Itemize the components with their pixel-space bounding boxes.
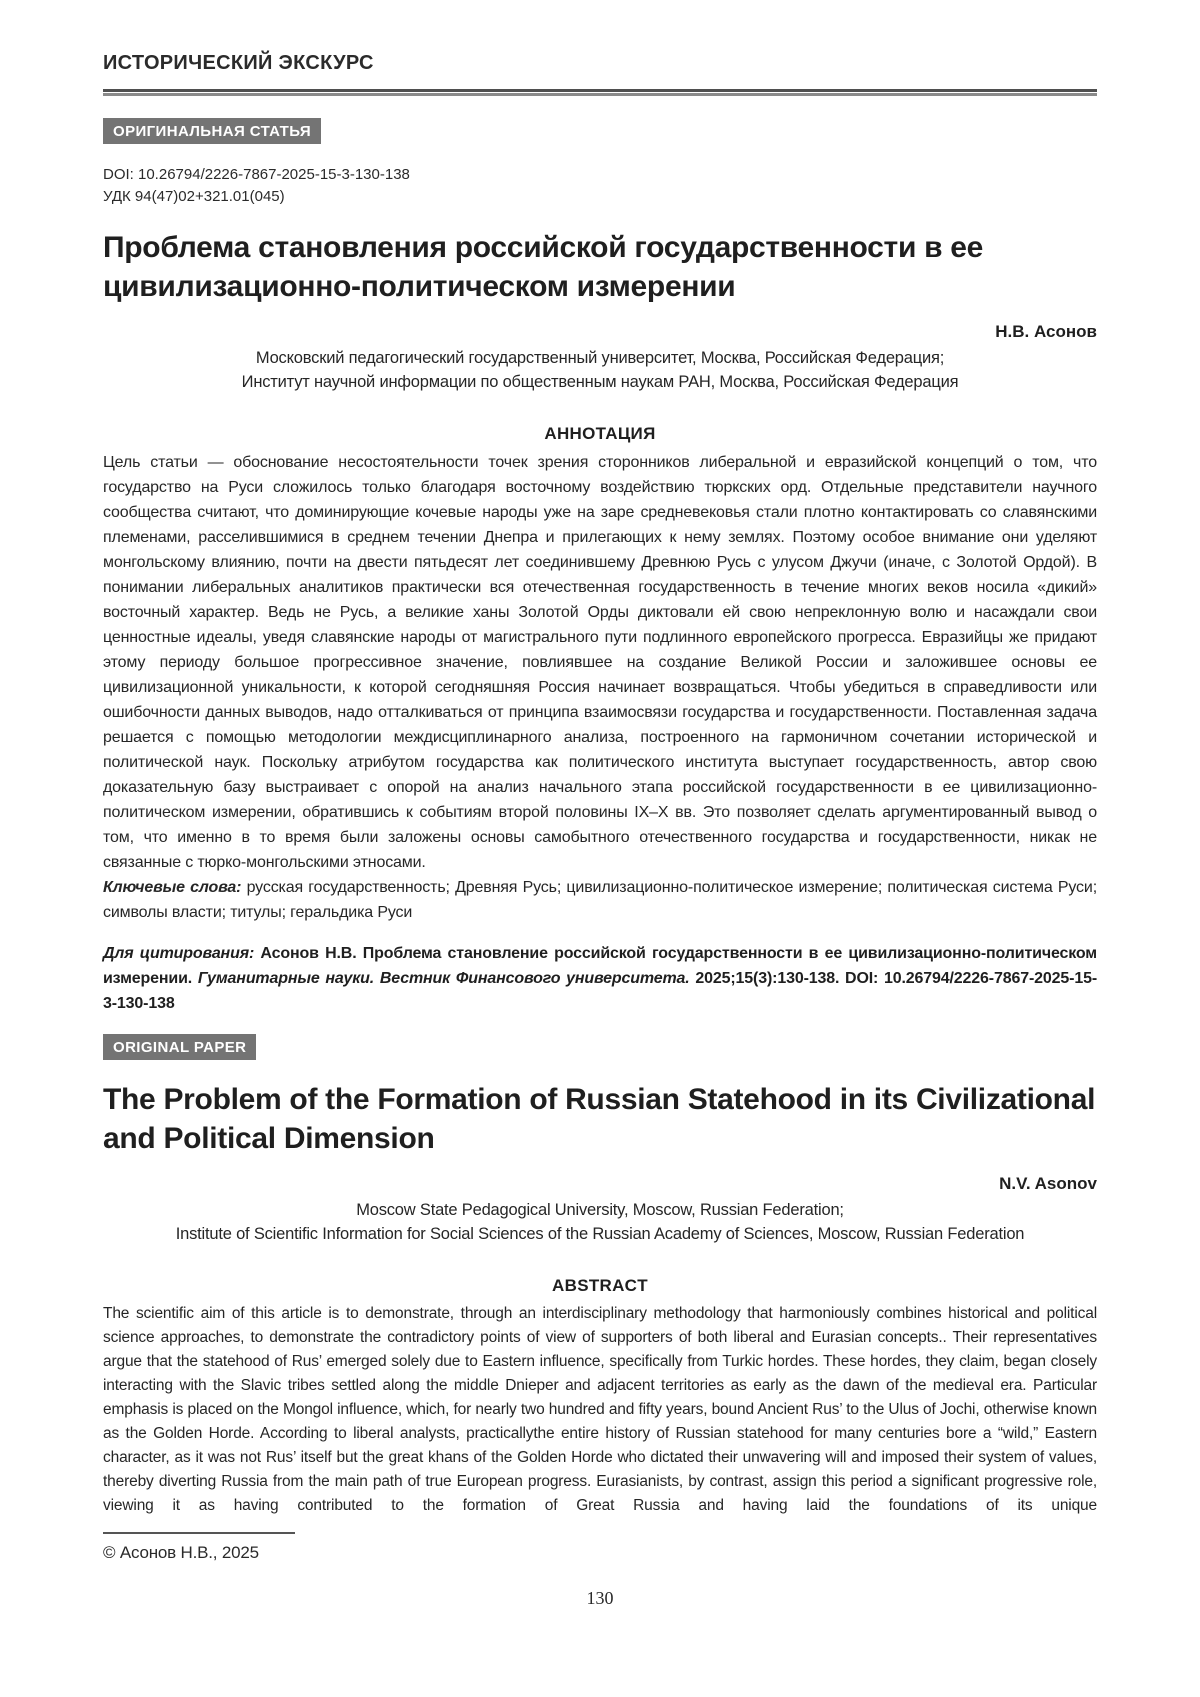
citation-text-ru-1: Асонов Н.В. Проблема становление российской государственности в ее цивилизационно-политическом измерении. [103,945,1097,987]
udk-line: УДК 94(47)02+321.01(045) [103,188,285,205]
page-footer [103,1532,1097,1608]
keywords-ru [103,875,1097,925]
affiliation-ru-2: Институт научной информации по общественным наукам РАН, Москва, Российская Федерация [241,373,959,391]
abstract-heading-en: ABSTRACT [552,1276,648,1295]
header-rule [103,89,1097,96]
citation-ru [103,941,1097,1016]
keywords-list-ru: русская государственность; Древняя Русь; цивилизационно-политическое измерение; политическая система Руси; символы власти; титулы; геральдика Руси [103,879,1097,921]
copyright-rule [103,1532,295,1534]
affiliation-en-1: Moscow State Pedagogical University, Moscow, Russian Federation; [356,1201,844,1219]
affiliation-ru-1: Московский педагогический государственный университет, Москва, Российская Федерация; [255,349,945,367]
article-title-en: The Problem of the Formation of Russian Statehood in its Civilizational and Political Dimension [103,1083,1096,1155]
english-section [103,1034,1097,1518]
running-head: ИСТОРИЧЕСКИЙ ЭКСКУРС [103,52,374,74]
author-name-en: N.V. Asonov [999,1174,1097,1193]
citation-label-ru: Для цитирования: [103,945,255,962]
article-type-badge-en: ORIGINAL PAPER [103,1034,256,1060]
affiliation-en-2: Institute of Scientific Information for Social Sciences of the Russian Academy of Sciences, Moscow, Russian Federation [175,1225,1025,1243]
citation-journal-ru: Гуманитарные науки. Вестник Финансового университета. [197,970,690,987]
article-type-badge-ru: ОРИГИНАЛЬНАЯ СТАТЬЯ [103,118,321,144]
author-name-ru: Н.В. Асонов [995,322,1097,341]
page-number: 130 [586,1588,614,1608]
abstract-text-en: The scientific aim of this article is to demonstrate, through an interdisciplinary methodology that harmoniously combines historical and political science approaches, to demonstrate the contradictory points of view of supporters of both liberal and Eurasian concepts.. Their representatives argue that the statehood of Rus’ emerged solely due to Eastern influence, specifically from Turkic hordes. These hordes, they claim, began closely interacting with the Slavic tribes settled along the middle Dnieper and adjacent territories as early as the dawn of the medieval era. Particular emphasis is placed on the Mongol influence, which, for nearly two hundred and fifty years, bound Ancient Rus’ to the Ulus of Jochi, otherwise known as the Golden Horde. According to liberal analysts, practicallythe entire history of Russian statehood for many centuries bore a “wild,” Eastern character, as it was not Rus’ itself but the great khans of the Golden Horde who dictated their unwavering will and imposed their system of values, thereby diverting Russia from the main path of true European progress. Eurasianists, by contrast, assign this period a significant progressive role, viewing it as having contributed to the formation of Great Russia and having laid the foundations of its unique [103,1305,1097,1514]
abstract-heading-ru: АННОТАЦИЯ [544,424,656,443]
article-title-ru: Проблема становления российской государственности в ее цивилизационно-политическом измерении [103,231,984,303]
russian-section [103,118,1097,1016]
doi-line: DOI: 10.26794/2226-7867-2025-15-3-130-138 [103,166,410,183]
citation-text-ru-2: 2025;15(3):130-138. DOI: 10.26794/2226-7867-2025-15-3-130-138 [103,970,1097,1012]
abstract-text-ru: Цель статьи — обоснование несостоятельности точек зрения сторонников либеральной и евразийской концепций о том, что государство на Руси сложилось только благодаря восточному воздействию тюркских орд. Отдельные представители научного сообщества считают, что доминирующие кочевые народы уже на заре средневековья стали плотно контактировать со славянскими племенами, расселившимися в среднем течении Днепра и прилегающих к нему землях. Поэтому особое внимание они уделяют монгольскому влиянию, почти на двести пятьдесят лет соединившему Древнюю Русь с улусом Джучи (иначе, с Золотой Ордой). В понимании либеральных аналитиков практически вся отечественная государственность в течение многих веков носила «дикий» восточный характер. Ведь не Русь, а великие ханы Золотой Орды диктовали ей свою непреклонную волю и насаждали свои ценностные идеалы, уведя славянские народы от магистрального пути подлинного европейского прогресса. Евразийцы же придают этому периоду большое прогрессивное значение, повлиявшее на создание Великой России и заложившее основы ее цивилизационной уникальности, к которой сегодняшняя Россия начинает возвращаться. Чтобы убедиться в справедливости или ошибочности данных выводов, надо отталкиваться от принципа взаимосвязи государства и государственности. Поставленная задача решается с помощью методологии междисциплинарного анализа, построенного на гармоничном сочетании исторической и политической наук. Поскольку атрибутом государства как политического института выступает государственность, автор свою доказательную базу выстраивает с опорой на анализ начального этапа российской государственности в ее цивилизационно-политическом измерении, обратившись к событиям второй половины IX–X вв. Это позволяет сделать аргументированный вывод о том, что именно в то время были заложены основы самобытного отечественного государства и государственности, никак не связанные с тюрко-монгольскими этносами. [103,454,1097,871]
keywords-label-ru: Ключевые слова: [103,879,242,896]
copyright-notice: © Асонов Н.В., 2025 [103,1543,259,1562]
